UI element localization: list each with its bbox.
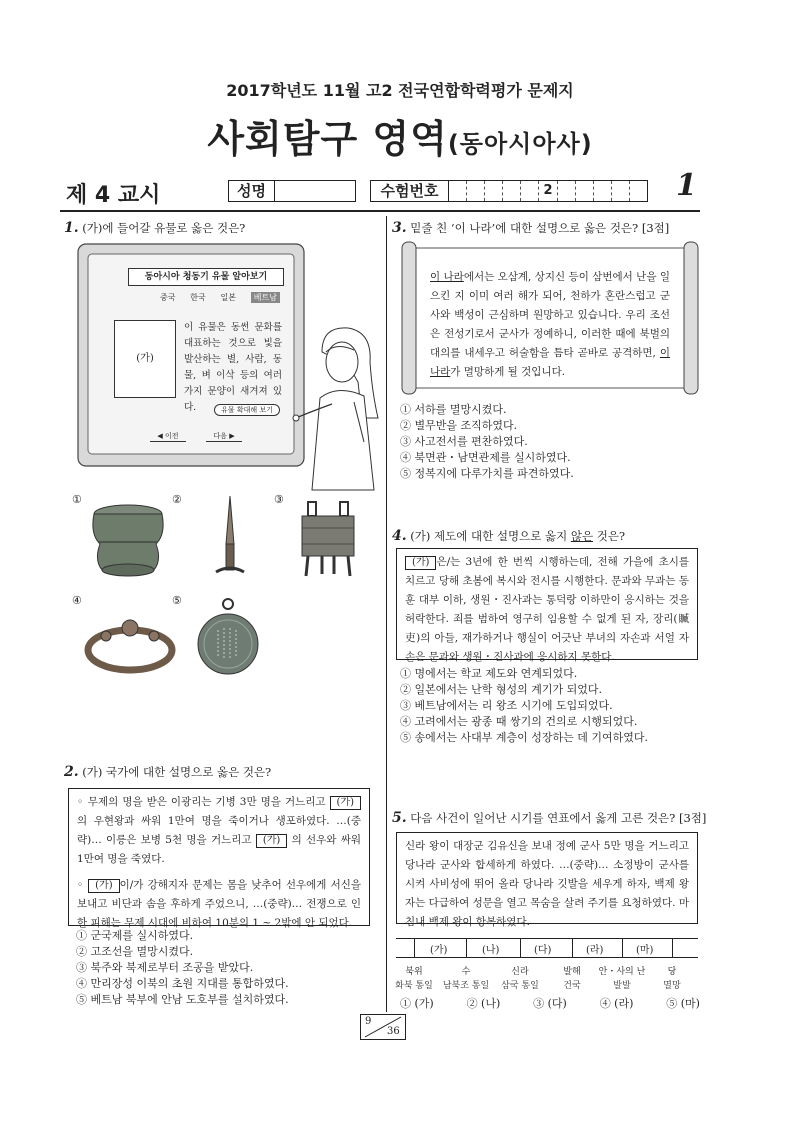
- page-counter: [360, 1014, 406, 1040]
- artifact-description: 이 유물은 동썬 문화를 대표하는 것으로 빛을 발산하는 별, 사람, 동물, 벼 이삭 등의 여러 가지 문양이 새겨져 있다.: [184, 322, 282, 413]
- q2-passage-1b: 의 우현왕과 싸워 1만여 명을 죽이거나 생포하였다. …(중략)… 이릉은 보병 5천 명을 거느리고: [77, 815, 361, 846]
- student-figure: [292, 322, 384, 492]
- q4-text-b: 것은?: [596, 529, 626, 543]
- timeline-event-2-bottom: 남북조 통일: [442, 981, 490, 991]
- q1-choice-4-marker[interactable]: ④: [72, 594, 82, 607]
- q2-choices: [76, 928, 289, 1008]
- tab-korea[interactable]: 한국: [190, 293, 206, 302]
- timeline-tick: [672, 938, 673, 958]
- q2-number: 2.: [64, 764, 79, 780]
- timeline-event-5-top: 안・사의 난: [598, 967, 646, 977]
- q4-choices: [400, 666, 648, 746]
- q2-choice-4[interactable]: ④ 만리장성 이북의 초원 지대를 통합하였다.: [76, 977, 289, 990]
- q2-choice-5[interactable]: ⑤ 베트남 북부에 안남 도호부를 설치하였다.: [76, 993, 289, 1006]
- exam-number-cells: [449, 181, 647, 201]
- q5-passage: 신라 왕이 대장군 김유신을 보내 정예 군사 5만 명을 거느리고 당나라 군사와 합세하게 하였다. …(중략)… 소정방이 군사를 시켜 사비성에 뛰어 올라 당나라 깃발을 세우게 하자, 백제 왕자는 다급하여 성문을 열고 목숨을 살려 주기를 요청하였다. 마침내 백제 왕이 항복하였다.: [405, 840, 689, 928]
- q2-choice-3[interactable]: ③ 북주와 북제로부터 조공을 받았다.: [76, 961, 254, 974]
- q1-number: 1.: [64, 220, 79, 236]
- q2-passage-box: [68, 788, 370, 929]
- q2-title: [64, 764, 271, 780]
- bronze-cauldron-icon: [296, 500, 360, 578]
- name-label: 성명: [229, 181, 275, 201]
- q3-number: 3.: [392, 220, 407, 236]
- timeline-event-6-top: 당: [667, 967, 677, 977]
- q4-choice-2[interactable]: ② 일본에서는 난학 형성의 계기가 되었다.: [400, 683, 602, 696]
- exam-subtitle: 2017학년도 11월 고2 전국연합학력평가 문제지: [226, 81, 574, 100]
- timeline-tick: [414, 938, 415, 958]
- q1-title: [64, 220, 245, 236]
- q3-passage: [430, 268, 670, 382]
- q3-passage-a: 에서는 오삼계, 상지신 등이 삼번에서 난을 일으킨 지 이미 여러 해가 되어, 천하가 혼란스럽고 군사와 백성이 근심하며 원망하고 있습니다. 우리 조선은 전성기로서 군사가 정예하니, 이러한 때에 북벌의 대의를 내세우고 허술함을 틈타 곧바로 공격하면,: [430, 271, 670, 359]
- q2-ga-box-2: (가): [256, 834, 287, 848]
- tab-japan[interactable]: 일본: [220, 293, 236, 302]
- q4-ga-box: (가): [405, 556, 436, 570]
- timeline-tick: [572, 938, 573, 958]
- q3-choice-4[interactable]: ④ 북면관・남면관제를 실시하였다.: [400, 451, 571, 464]
- zoom-button[interactable]: 유물 확대해 보기: [214, 404, 280, 416]
- timeline-event-5-bottom: 발발: [613, 981, 631, 991]
- column-divider: [386, 216, 387, 1012]
- exam-number-label: 수험번호: [371, 181, 449, 201]
- artifact-placeholder: (가): [114, 320, 176, 398]
- exam-title-sub: (동아시아사): [447, 130, 593, 158]
- q1-choice-3-image[interactable]: [296, 500, 360, 578]
- timeline-period-na: (나): [482, 945, 500, 956]
- q2-passage-1: ◦ 무제의 명을 받은 이광리는 기병 3만 명을 거느리고 (가) 의 우현왕과 싸워 1만여 명을 죽이거나 생포하였다. …(중략)… 이릉은 보병 5천 명을 거느리고 (가) 의 선우와 싸워 1만여 명을 죽였다.: [77, 796, 361, 865]
- timeline-event-2-top: 수: [461, 967, 471, 977]
- timeline-event-1-bottom: 화북 통일: [395, 981, 433, 991]
- page-number: 1: [676, 168, 697, 203]
- bronze-mirror-icon: [196, 596, 260, 682]
- timeline-event-1-top: 북위: [405, 967, 423, 977]
- q4-title: [392, 528, 625, 544]
- q5-choice-5[interactable]: ⑤ (마): [666, 997, 700, 1010]
- q2-ga-box-1: (가): [330, 796, 361, 810]
- timeline-period-da: (다): [534, 945, 552, 956]
- bronze-drum-icon: [88, 500, 168, 578]
- bronze-belt-icon: [84, 616, 176, 680]
- q5-passage-box: [396, 832, 698, 928]
- q1-text: (가)에 들어갈 유물로 옳은 것은?: [82, 221, 246, 235]
- q1-choice-4-image[interactable]: [84, 616, 176, 680]
- q2-choice-1[interactable]: ① 군국제를 실시하였다.: [76, 929, 194, 942]
- q3-scroll: [400, 240, 700, 396]
- prev-label: 이전: [165, 432, 179, 440]
- q1-choice-3-marker[interactable]: ③: [274, 493, 284, 506]
- timeline-event-4-bottom: 건국: [563, 981, 581, 991]
- timeline-event-3-bottom: 삼국 통일: [501, 981, 539, 991]
- header-divider: [60, 210, 700, 212]
- timeline-tick: [520, 938, 521, 958]
- q1-monitor-illustration: [76, 240, 308, 470]
- exam-number-field[interactable]: [370, 180, 648, 202]
- q4-passage-text: 은/는 3년에 한 번씩 시행하는데, 전해 가을에 초시를 치르고 당해 초봄에 복시와 전시를 시행한다. 문과와 무과는 동훈 대부 이하, 생원・진사과는 통덕랑 이하만이 응시하는 것을 허락한다. 죄를 범하여 영구히 임용할 수 없게 된 자, 장리(贓吏)의 아들, 재가하거나 행실이 어긋난 부녀의 자손과 서얼 자손은 문과와 생원・진사과에 응시하지 못한다.: [405, 556, 689, 663]
- q1-choice-1-image[interactable]: [88, 500, 168, 578]
- bronze-dagger-icon: [208, 494, 252, 580]
- next-label: 다음: [213, 432, 227, 440]
- timeline-period-ga: (가): [430, 945, 448, 956]
- q3-text: 밑줄 친 ‘이 나라’에 대한 설명으로 옳은 것은? [3점]: [410, 221, 670, 235]
- q3-choice-5[interactable]: ⑤ 정복지에 다루가치를 파견하였다.: [400, 467, 574, 480]
- page-current: 9: [365, 1016, 372, 1027]
- q4-passage-box: [396, 548, 698, 663]
- q4-choice-5[interactable]: ⑤ 송에서는 사대부 계층이 성장하는 데 기여하였다.: [400, 731, 648, 744]
- timeline-event-4-top: 발해: [563, 967, 581, 977]
- q3-choice-3[interactable]: ③ 사고전서를 편찬하였다.: [400, 435, 528, 448]
- exam-title-main: 사회탐구 영역: [207, 117, 448, 161]
- q1-choice-5-marker[interactable]: ⑤: [172, 594, 182, 607]
- q5-choices: [400, 996, 700, 1012]
- timeline-tick: [466, 938, 467, 958]
- q1-choice-5-image[interactable]: [196, 596, 260, 682]
- q4-choice-1[interactable]: ① 명에서는 학교 제도와 연계되었다.: [400, 667, 578, 680]
- q3-passage-b: 가 멸망하게 될 것입니다.: [450, 366, 566, 378]
- q4-text-a: (가) 제도에 대한 설명으로 옳지: [410, 529, 568, 543]
- q3-choice-1[interactable]: ① 서하를 멸망시켰다.: [400, 403, 507, 416]
- exam-number-digit: 2: [539, 181, 557, 201]
- timeline-event-3-top: 신라: [511, 967, 529, 977]
- q3-title: [392, 220, 669, 236]
- country-tabs: [160, 292, 280, 303]
- student-icon: [292, 322, 384, 492]
- q4-choice-4[interactable]: ④ 고려에서는 광종 때 쌍기의 건의로 시행되었다.: [400, 715, 638, 728]
- q4-choice-3[interactable]: ③ 베트남에서는 리 왕조 시기에 도입되었다.: [400, 699, 613, 712]
- q5-title: [392, 810, 706, 826]
- q3-underline-1: 이 나라: [430, 271, 464, 283]
- prev-button[interactable]: [150, 430, 186, 442]
- arrow-right-icon: ▶: [229, 432, 235, 440]
- tab-vietnam[interactable]: 베트남: [251, 292, 280, 303]
- arrow-left-icon: ◀: [157, 432, 163, 440]
- q4-number: 4.: [392, 528, 407, 544]
- q5-number: 5.: [392, 810, 407, 826]
- timeline-period-ma: (마): [636, 945, 654, 956]
- timeline-tick: [622, 938, 623, 958]
- timeline-event-6-bottom: 멸망: [663, 981, 681, 991]
- q3-underline-2: 이 나라: [430, 347, 671, 378]
- q4-text-negation: 않은: [570, 529, 594, 543]
- q4-passage: [405, 553, 689, 667]
- q5-timeline: [396, 938, 698, 996]
- q5-choice-3[interactable]: ③ (다): [533, 997, 567, 1010]
- q5-choice-4[interactable]: ④ (라): [599, 997, 634, 1010]
- screen-title: 동아시아 청동기 유물 알아보기: [128, 268, 284, 286]
- q2-text: (가) 국가에 대한 설명으로 옳은 것은?: [82, 765, 272, 779]
- q2-passage-2a: 이/가 강해지자 문제는 몸을 낮추어 선우에게 서신을 보내고 비단과 솜을 후하게 주었으니, …(중략)… 전쟁으로 인한 피해는 무제 시대에 비하여 10분의 1 ~ 2밖에 안 되었다.: [77, 879, 361, 929]
- q1-choice-2-marker[interactable]: ②: [172, 493, 182, 506]
- q1-choice-1-marker[interactable]: ①: [72, 493, 82, 506]
- q2-passage-1a: 무제의 명을 받은 이광리는 기병 3만 명을 거느리고: [87, 796, 326, 808]
- page-total: 36: [387, 1026, 400, 1037]
- period-label: 제 4 교시: [66, 183, 161, 208]
- q3-choice-2[interactable]: ② 별무반을 조직하였다.: [400, 419, 518, 432]
- exam-title: [0, 108, 800, 163]
- q2-passage-2: ◦ (가) 이/가 강해지자 문제는 몸을 낮추어 선우에게 서신을 보내고 비단과 솜을 후하게 주었으니, …(중략)… 전쟁으로 인한 피해는 무제 시대에 비하여 10분의 1 ~ 2밖에 안 되었다.: [77, 879, 361, 929]
- q2-passage-1c: 의 선우와 싸워 1만여 명을 죽였다.: [77, 834, 361, 865]
- q5-choice-2[interactable]: ② (나): [466, 997, 501, 1010]
- tab-china[interactable]: 중국: [160, 293, 176, 302]
- q2-choice-2[interactable]: ② 고조선을 멸망시켰다.: [76, 945, 194, 958]
- q5-choice-1[interactable]: ① (가): [400, 997, 434, 1010]
- q2-ga-box-3: (가): [88, 879, 119, 893]
- timeline-period-ra: (라): [586, 945, 604, 956]
- name-field[interactable]: [228, 180, 356, 202]
- next-button[interactable]: [206, 430, 242, 442]
- q1-choice-2-image[interactable]: [208, 494, 252, 580]
- q3-choices: [400, 402, 574, 482]
- q5-text: 다음 사건이 일어난 시기를 연표에서 옳게 고른 것은? [3점]: [410, 811, 707, 825]
